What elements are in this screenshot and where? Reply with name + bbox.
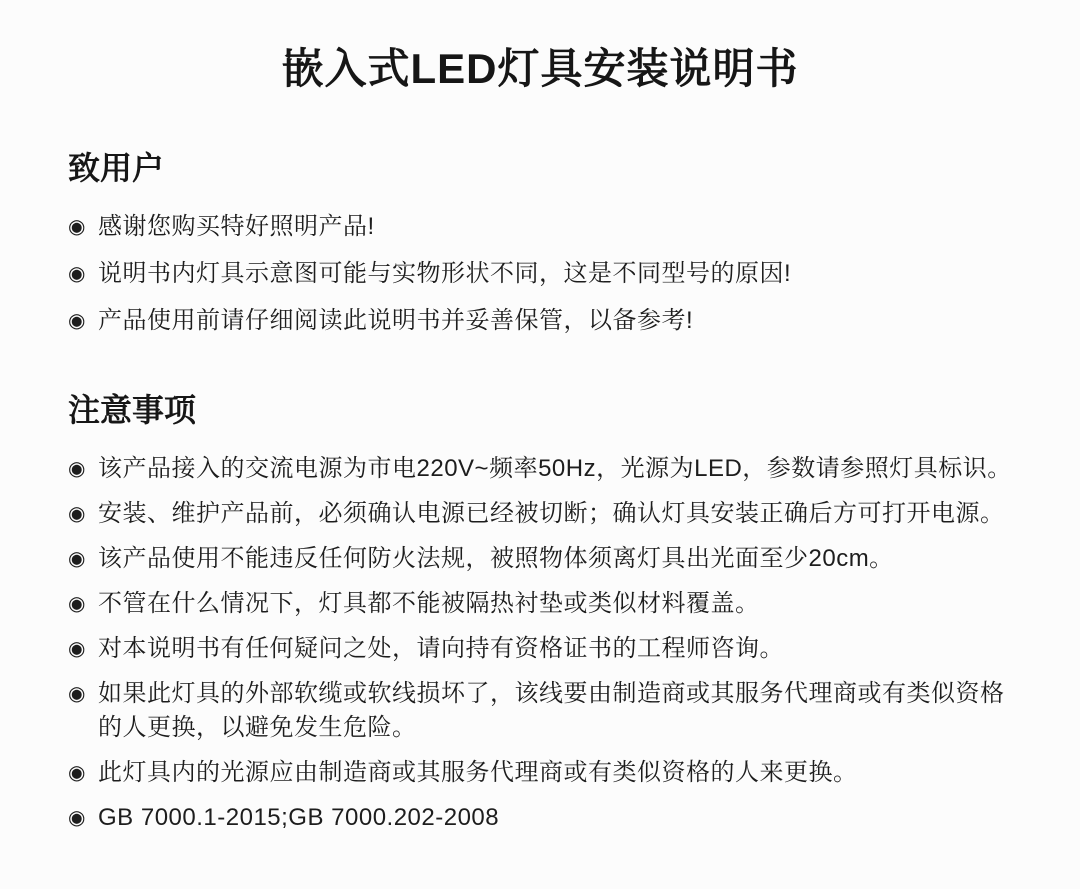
- bullet-icon: ◉: [68, 807, 86, 829]
- list-item: [68, 497, 1040, 531]
- list-item: [68, 756, 1040, 790]
- bullet-icon: ◉: [68, 638, 86, 660]
- bullet-text: 安装、维护产品前，必须确认电源已经被切断；确认灯具安装正确后方可打开电源。: [98, 500, 1005, 527]
- bullet-text: 说明书内灯具示意图可能与实物形状不同，这是不同型号的原因!: [98, 260, 792, 287]
- section-heading-to-users: 致用户: [68, 150, 165, 186]
- section-to-users: [0, 148, 1080, 338]
- list-item: [68, 677, 1040, 745]
- bullet-text: 不管在什么情况下，灯具都不能被隔热衬垫或类似材料覆盖。: [98, 590, 760, 617]
- list-item: [68, 210, 1040, 244]
- list-item: [68, 452, 1040, 486]
- bullet-icon: ◉: [68, 762, 86, 784]
- section-notices: [0, 390, 1080, 835]
- bullet-text: 感谢您购买特好照明产品!: [98, 213, 375, 240]
- list-item: [68, 542, 1040, 576]
- to-users-list: [68, 210, 1040, 338]
- bullet-text: 该产品接入的交流电源为市电220V~频率50Hz，光源为LED，参数请参照灯具标识。: [98, 455, 1012, 482]
- list-item: [68, 801, 1040, 835]
- list-item: [68, 587, 1040, 621]
- bullet-text: 对本说明书有任何疑问之处，请向持有资格证书的工程师咨询。: [98, 635, 784, 662]
- list-item: [68, 257, 1040, 291]
- bullet-icon: ◉: [68, 503, 86, 525]
- bullet-icon: ◉: [68, 548, 86, 570]
- section-heading-notices: 注意事项: [68, 392, 197, 428]
- bullet-icon: ◉: [68, 683, 86, 705]
- bullet-text: GB 7000.1-2015;GB 7000.202-2008: [98, 804, 500, 831]
- list-item: [68, 304, 1040, 338]
- bullet-icon: ◉: [68, 458, 86, 480]
- bullet-text: 产品使用前请仔细阅读此说明书并妥善保管，以备参考!: [98, 307, 694, 334]
- bullet-icon: ◉: [68, 310, 86, 332]
- notices-list: [68, 452, 1040, 835]
- list-item: [68, 632, 1040, 666]
- page-title: 嵌入式LED灯具安装说明书: [281, 45, 799, 92]
- bullet-icon: ◉: [68, 593, 86, 615]
- bullet-icon: ◉: [68, 263, 86, 285]
- bullet-icon: ◉: [68, 216, 86, 238]
- bullet-text: 此灯具内的光源应由制造商或其服务代理商或有类似资格的人来更换。: [98, 759, 858, 786]
- bullet-text: 如果此灯具的外部软缆或软线损坏了，该线要由制造商或其服务代理商或有类似资格的人更换，以避免发生危险。: [98, 680, 1005, 741]
- bullet-text: 该产品使用不能违反任何防火法规，被照物体须离灯具出光面至少20cm。: [98, 545, 894, 572]
